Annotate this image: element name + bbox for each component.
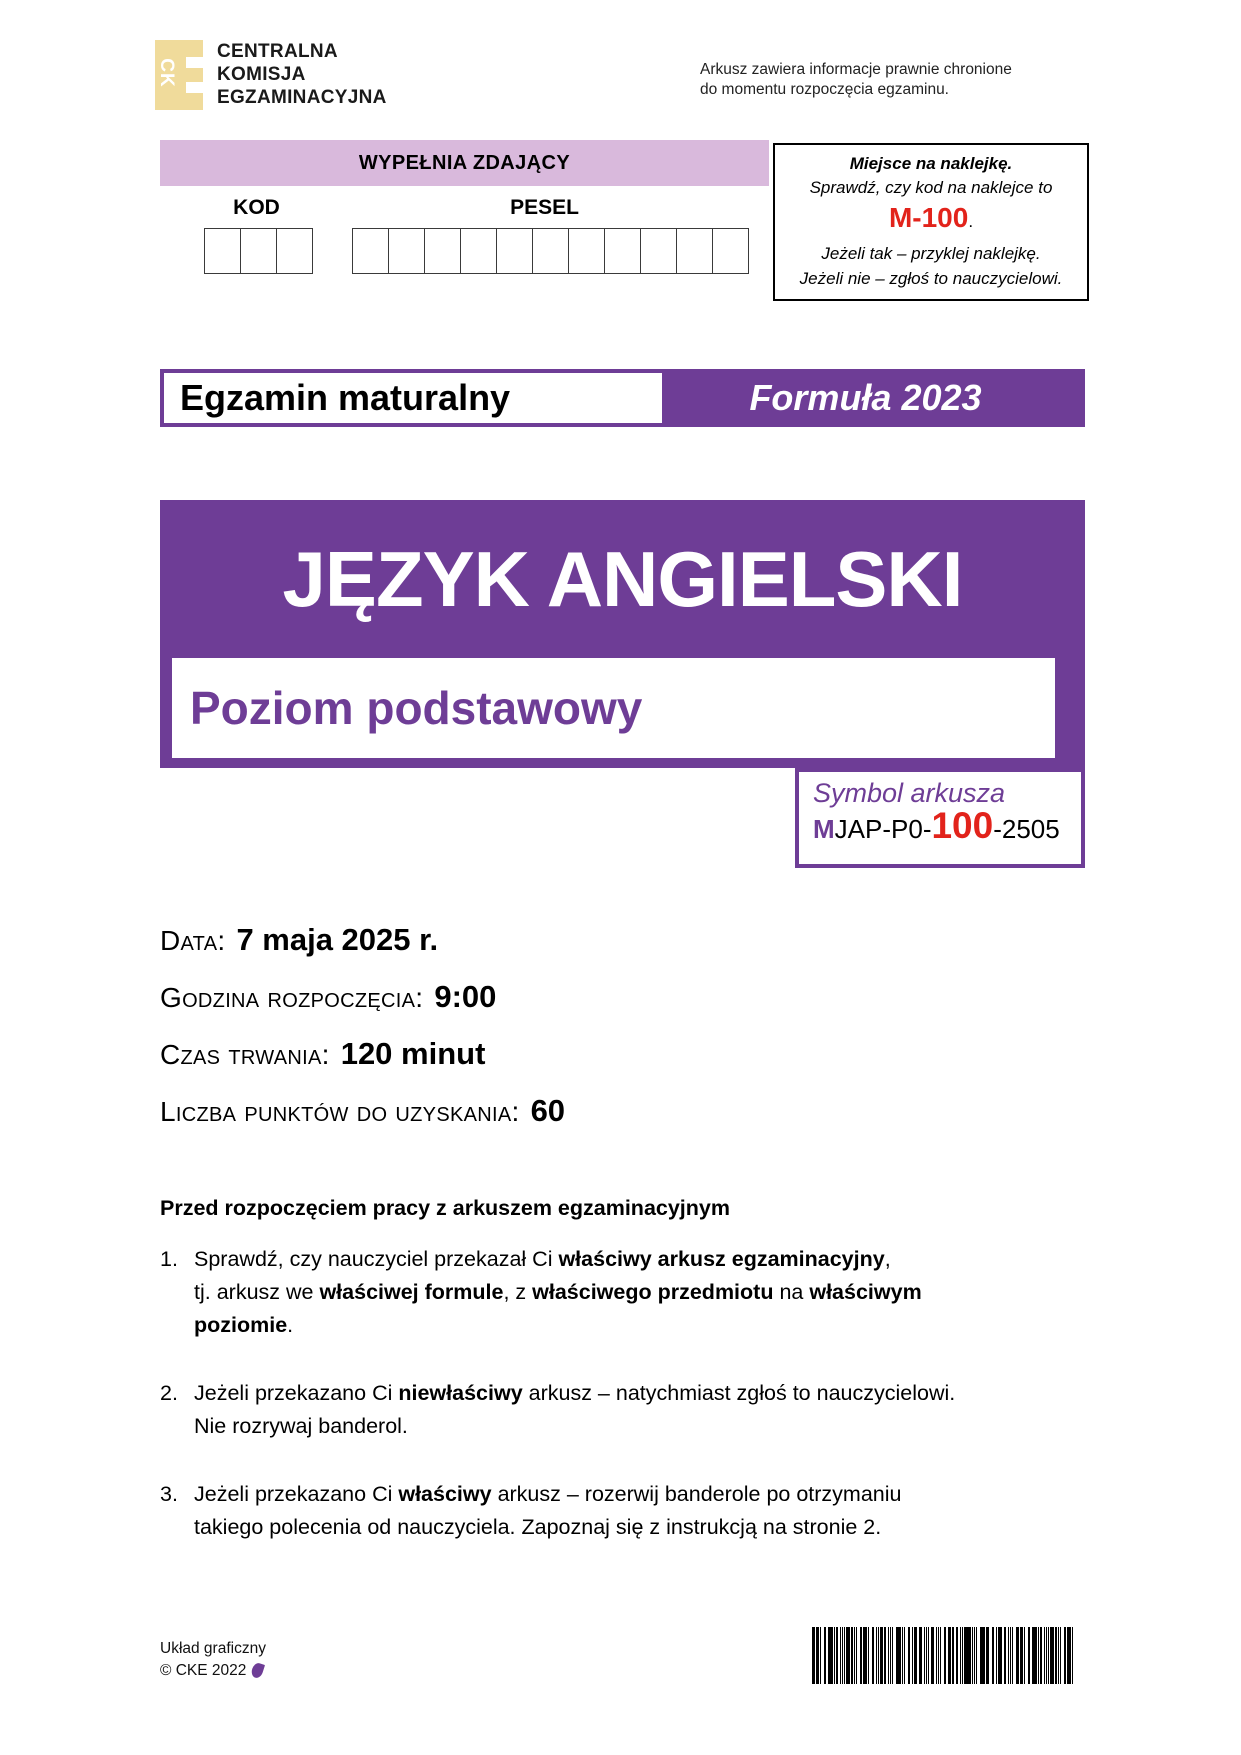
- instruction-text: Jeżeli przekazano Ci właściwy arkusz – rozerwij banderole po otrzymaniu takiego polecenia od nauczyciela. Zapoznaj się z instrukcją na stronie 2.: [194, 1482, 902, 1539]
- exam-banner: [160, 369, 1085, 427]
- barcode: [812, 1627, 1073, 1684]
- code-cell: [496, 228, 533, 274]
- instructions-list: [160, 1243, 1110, 1579]
- sheet-symbol-box: [795, 768, 1085, 868]
- legal-notice-line: Arkusz zawiera informacje prawnie chronione: [700, 61, 1012, 78]
- sticker-if-yes: Jeżeli tak – przyklej naklejkę.: [821, 244, 1041, 263]
- instruction-number: 2.: [160, 1381, 178, 1405]
- fill-in-by-candidate-bar: WYPEŁNIA ZDAJĄCY: [160, 140, 769, 186]
- exam-details: [160, 922, 565, 1150]
- code-cell: [568, 228, 605, 274]
- cke-logo-icon: [155, 40, 203, 110]
- subject-level: Poziom podstawowy: [172, 658, 1055, 758]
- org-line: CENTRALNA: [217, 41, 338, 62]
- sticker-check-line: Sprawdź, czy kod na naklejce to: [809, 178, 1053, 197]
- sheet-symbol-code: M JAP-P0- 100 -2505: [813, 805, 1060, 846]
- detail-label: Godzina rozpoczęcia:: [160, 982, 424, 1013]
- detail-duration: [160, 1036, 565, 1072]
- footer-copyright-line: [160, 1660, 266, 1682]
- detail-value: 9:00: [434, 979, 497, 1014]
- instruction-text: Sprawdź, czy nauczyciel przekazał Ci właściwy arkusz egzaminacyjny, tj. arkusz we właściwej formule, z właściwego przedmiotu na właściwym poziomie.: [194, 1247, 922, 1337]
- instruction-text: Jeżeli przekazano Ci niewłaściwy arkusz – natychmiast zgłoś to nauczycielowi. Nie rozrywaj banderol.: [194, 1381, 956, 1438]
- instruction-item: [160, 1243, 1110, 1342]
- code-cell: [676, 228, 713, 274]
- code-cell: [424, 228, 461, 274]
- org-line: KOMISJA: [217, 64, 306, 85]
- sticker-code-period: .: [968, 212, 974, 231]
- exam-name: Egzamin maturalny: [164, 373, 662, 423]
- logo-e-notch: [186, 57, 203, 68]
- instructions-heading: Przed rozpoczęciem pracy z arkuszem egzaminacyjnym: [160, 1196, 730, 1220]
- footer-copyright: © CKE 2022: [160, 1662, 247, 1679]
- logo-e-notch: [186, 82, 203, 93]
- footer-layout-credit: Układ graficzny: [160, 1640, 266, 1657]
- cke-drop-icon: [250, 1662, 265, 1680]
- detail-label: Data:: [160, 925, 226, 956]
- code-cell: [532, 228, 569, 274]
- instruction-item: [160, 1478, 1110, 1544]
- code-cell: [640, 228, 677, 274]
- cke-logo: [155, 40, 387, 110]
- sheet-symbol-label: Symbol arkusza: [813, 778, 1006, 808]
- exam-formula: Formuła 2023: [749, 377, 982, 418]
- code-cell: [460, 228, 497, 274]
- cke-logo-ck-letters: CK: [156, 58, 177, 88]
- detail-label: Liczba punktów do uzyskania:: [160, 1096, 520, 1127]
- kod-label: KOD: [233, 196, 280, 219]
- code-cell: [712, 228, 749, 274]
- detail-value: 7 maja 2025 r.: [236, 922, 439, 957]
- pesel-label: PESEL: [510, 196, 579, 219]
- detail-value: 120 minut: [340, 1036, 486, 1071]
- cke-org-name: [217, 40, 387, 109]
- instruction-item: [160, 1377, 1110, 1443]
- detail-label: Czas trwania:: [160, 1039, 330, 1070]
- footer-credit: [160, 1638, 266, 1682]
- code-cell: [240, 228, 277, 274]
- detail-value: 60: [530, 1093, 566, 1128]
- sticker-place-box: [773, 143, 1089, 301]
- code-cell: [388, 228, 425, 274]
- detail-start-time: [160, 979, 565, 1015]
- org-line: EGZAMINACYJNA: [217, 87, 387, 108]
- instruction-number: 3.: [160, 1482, 178, 1506]
- detail-date: [160, 922, 565, 958]
- sticker-if-no: Jeżeli nie – zgłoś to nauczycielowi.: [799, 269, 1063, 288]
- legal-notice-line: do momentu rozpoczęcia egzaminu.: [700, 81, 949, 98]
- legal-notice: [700, 60, 1030, 100]
- sticker-code-line: [775, 200, 1087, 241]
- code-cell: [204, 228, 241, 274]
- subject-banner: [160, 500, 1085, 768]
- code-cell: [352, 228, 389, 274]
- sticker-code: M-100: [888, 202, 969, 233]
- kod-boxes: [204, 228, 313, 274]
- detail-max-points: [160, 1093, 565, 1129]
- pesel-boxes: [352, 228, 749, 274]
- sticker-title: Miejsce na naklejkę.: [849, 154, 1013, 173]
- code-cell: [276, 228, 313, 274]
- subject-title: JĘZYK ANGIELSKI: [282, 534, 963, 623]
- code-cell: [604, 228, 641, 274]
- instruction-number: 1.: [160, 1247, 178, 1271]
